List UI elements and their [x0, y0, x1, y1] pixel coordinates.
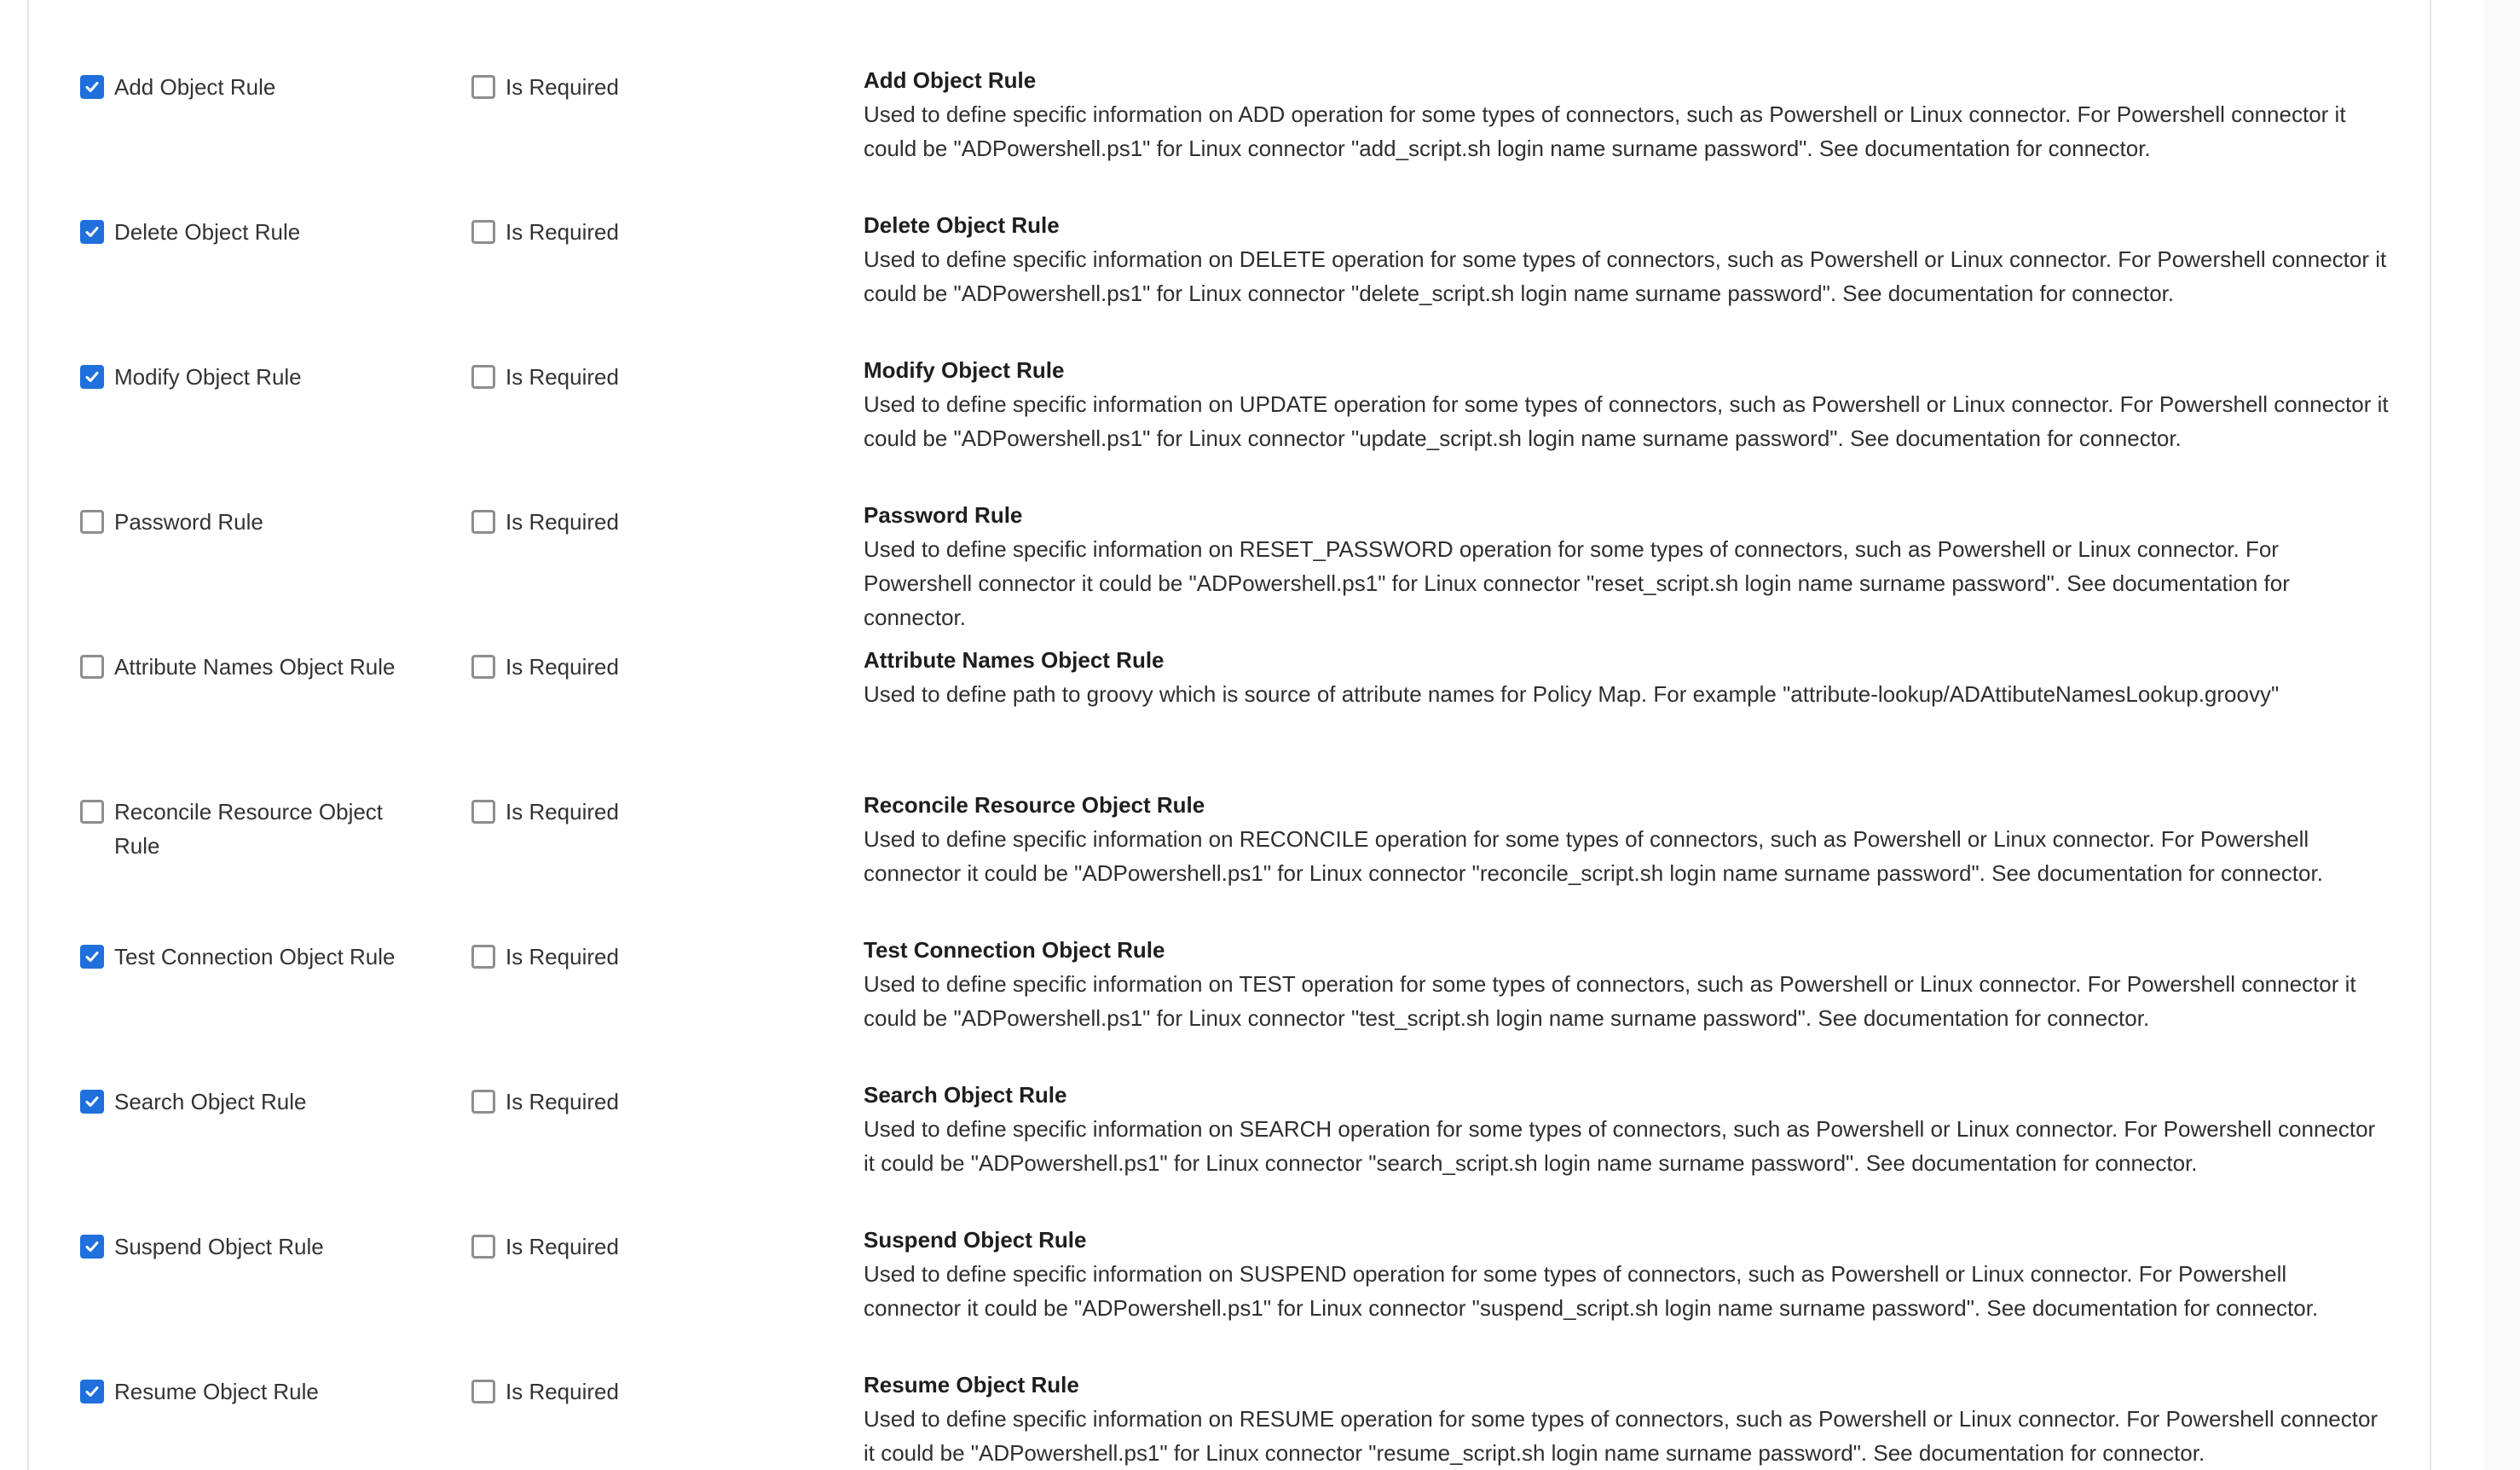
rule-enabled-checkbox[interactable] — [80, 1380, 104, 1403]
rule-description-block — [864, 208, 2390, 310]
is-required-checkbox[interactable] — [471, 220, 495, 244]
rule-description-title: Resume Object Rule — [864, 1372, 1079, 1398]
rule-description-block — [864, 1078, 2390, 1180]
checkmark-icon — [84, 949, 100, 964]
rule-description-text: Used to define specific information on UPDATE operation for some types of connectors, such as Powershell or Linux connector. For Powershell connector it could be "ADPowershell.ps1" for Linux connector "update_script.sh login name surname password". See documentation for connector. — [864, 391, 2389, 451]
is-required-checkbox[interactable] — [471, 1235, 495, 1259]
rule-description-block — [864, 353, 2390, 455]
rule-description-text: Used to define specific information on TEST operation for some types of connectors, such as Powershell or Linux connector. For Powershell connector it could be "ADPowershell.ps1" for Linux connector "test_script.sh login name surname password". See documentation for connector. — [864, 971, 2356, 1031]
rule-label[interactable]: Test Connection Object Rule — [114, 944, 396, 969]
is-required-checkbox[interactable] — [471, 1380, 495, 1403]
rule-row-5 — [0, 599, 2484, 726]
rule-description-text: Used to define specific information on SEARCH operation for some types of connectors, such as Powershell or Linux connector. For Powershell connector it could be "ADPowershell.ps1" for Linux connector "search_script.sh login name surname password". See documentation for connector. — [864, 1116, 2376, 1176]
rule-description-title: Modify Object Rule — [864, 357, 1065, 383]
rule-label[interactable]: Suspend Object Rule — [114, 1234, 324, 1259]
rule-description-title: Add Object Rule — [864, 67, 1037, 93]
rule-enabled-checkbox[interactable] — [80, 945, 104, 969]
checkmark-icon — [84, 1239, 100, 1254]
checkmark-icon — [84, 1094, 100, 1109]
rule-description-text: Used to define specific information on RECONCILE operation for some types of connectors, such as Powershell or Linux connector. For Powershell connector it could be "ADPowershell.ps1" for Linux connector "reconcile_script.sh login name surname password". See documentation for connector. — [864, 826, 2323, 886]
rule-description-title: Attribute Names Object Rule — [864, 647, 1165, 673]
is-required-checkbox[interactable] — [471, 800, 495, 824]
rule-label[interactable]: Add Object Rule — [114, 74, 276, 100]
is-required-checkbox[interactable] — [471, 655, 495, 679]
is-required-label[interactable]: Is Required — [506, 364, 619, 390]
rule-description-text: Used to define specific information on RESET_PASSWORD operation for some types of connectors, such as Powershell or Linux connector. For Powershell connector it could be "ADPowershell.ps1" for Linux connector "reset_script.sh login name surname password". See documentation for connector. — [864, 536, 2290, 630]
is-required-checkbox[interactable] — [471, 1090, 495, 1114]
rule-row-9 — [0, 1178, 2484, 1321]
rule-description-text: Used to define specific information on ADD operation for some types of connectors, such as Powershell or Linux connector. For Powershell connector it could be "ADPowershell.ps1" for Linux connector "add_script.sh login name surname password". See documentation for connector. — [864, 101, 2346, 161]
rule-description-title: Reconcile Resource Object Rule — [864, 792, 1205, 818]
vertical-scrollbar[interactable] — [2484, 0, 2520, 1470]
checkmark-icon — [84, 79, 100, 95]
rule-row-1 — [0, 19, 2484, 161]
rule-label[interactable]: Attribute Names Object Rule — [114, 654, 396, 680]
rule-label[interactable]: Modify Object Rule — [114, 364, 302, 390]
rule-enabled-checkbox[interactable] — [80, 1090, 104, 1114]
rule-enabled-checkbox[interactable] — [80, 800, 104, 824]
is-required-label[interactable]: Is Required — [506, 74, 619, 100]
rule-enabled-checkbox[interactable] — [80, 510, 104, 534]
rule-description-block — [864, 933, 2390, 1035]
rule-enabled-checkbox[interactable] — [80, 75, 104, 99]
rule-label[interactable]: Delete Object Rule — [114, 219, 301, 245]
rule-description-text: Used to define specific information on SUSPEND operation for some types of connectors, such as Powershell or Linux connector. For Powershell connector it could be "ADPowershell.ps1" for Linux connector "suspend_script.sh login name surname password". See documentation for connector. — [864, 1261, 2319, 1321]
checkmark-icon — [84, 224, 100, 240]
is-required-label[interactable]: Is Required — [506, 654, 619, 680]
rule-description-title: Suspend Object Rule — [864, 1227, 1087, 1253]
rule-enabled-checkbox[interactable] — [80, 220, 104, 244]
rule-enabled-checkbox[interactable] — [80, 655, 104, 679]
is-required-label[interactable]: Is Required — [506, 1234, 619, 1259]
rule-row-7 — [0, 888, 2484, 1031]
rule-label[interactable]: Reconcile Resource Object Rule — [114, 799, 384, 859]
rule-description-text: Used to define specific information on RESUME operation for some types of connectors, such as Powershell or Linux connector. For Powershell connector it could be "ADPowershell.ps1" for Linux connector "resume_script.sh login name surname password". See documentation for connector. — [864, 1406, 2378, 1466]
rule-row-3 — [0, 309, 2484, 451]
is-required-checkbox[interactable] — [471, 945, 495, 969]
rule-enabled-checkbox[interactable] — [80, 1235, 104, 1259]
rule-enabled-checkbox[interactable] — [80, 365, 104, 389]
is-required-label[interactable]: Is Required — [506, 509, 619, 535]
is-required-checkbox[interactable] — [471, 75, 495, 99]
is-required-label[interactable]: Is Required — [506, 799, 619, 825]
is-required-checkbox[interactable] — [471, 510, 495, 534]
rule-label[interactable]: Search Object Rule — [114, 1089, 307, 1114]
rule-description-block — [864, 788, 2390, 890]
rule-label[interactable]: Password Rule — [114, 509, 263, 535]
rule-description-text: Used to define specific information on DELETE operation for some types of connectors, such as Powershell or Linux connector. For Powershell connector it could be "ADPowershell.ps1" for Linux connector "delete_script.sh login name surname password". See documentation for connector. — [864, 246, 2387, 306]
rule-description-block — [864, 643, 2390, 711]
rule-description-title: Search Object Rule — [864, 1082, 1067, 1108]
is-required-label[interactable]: Is Required — [506, 1089, 619, 1114]
is-required-label[interactable]: Is Required — [506, 219, 619, 245]
rule-description-title: Test Connection Object Rule — [864, 937, 1165, 963]
is-required-label[interactable]: Is Required — [506, 944, 619, 969]
rule-description-block — [864, 1368, 2390, 1470]
is-required-checkbox[interactable] — [471, 365, 495, 389]
rule-description-title: Password Rule — [864, 502, 1023, 528]
rule-label[interactable]: Resume Object Rule — [114, 1379, 319, 1404]
checkmark-icon — [84, 369, 100, 385]
rule-row-4 — [0, 454, 2484, 630]
rule-description-text: Used to define path to groovy which is source of attribute names for Policy Map. For example "attribute-lookup/ADAttibuteNamesLookup.groovy" — [864, 681, 2280, 707]
rule-description-title: Delete Object Rule — [864, 212, 1060, 238]
rule-row-2 — [0, 164, 2484, 306]
rule-description-block — [864, 63, 2390, 165]
is-required-label[interactable]: Is Required — [506, 1379, 619, 1404]
rule-row-6 — [0, 744, 2484, 886]
checkmark-icon — [84, 1384, 100, 1399]
rule-description-block — [864, 1223, 2390, 1325]
rule-row-8 — [0, 1033, 2484, 1176]
rule-row-10 — [0, 1323, 2484, 1466]
